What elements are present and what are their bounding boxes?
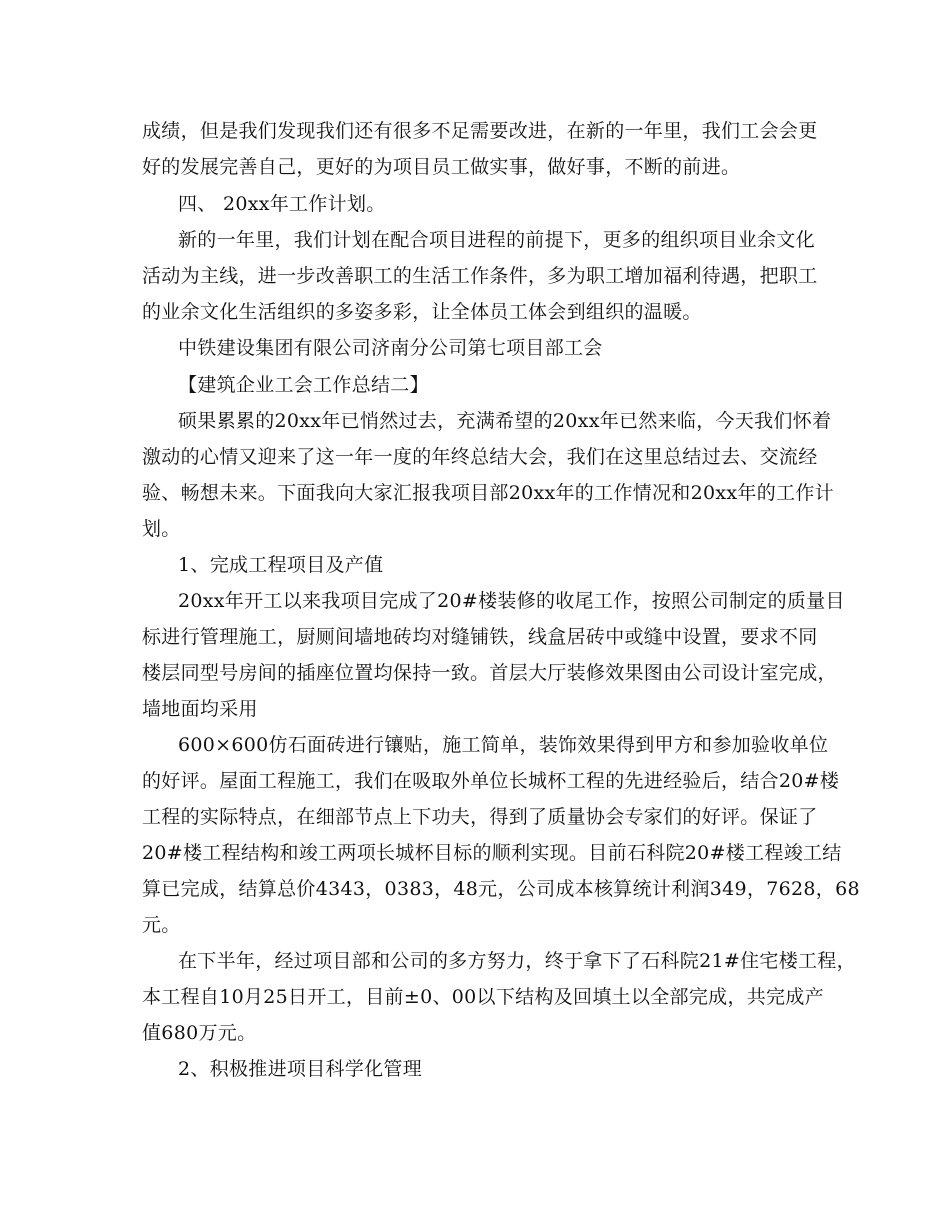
paragraph-line: 成绩，但是我们发现我们还有很多不足需要改进，在新的一年里，我们工会会更 [142, 120, 818, 142]
section-title: 【建筑企业工会工作总结二】 [178, 374, 429, 396]
subsection-heading: 2、积极推进项目科学化管理 [178, 1058, 422, 1080]
paragraph-line: 标进行管理施工，厨厕间墙地砖均对缝铺铁，线盒居砖中或缝中设置，要求不同 [142, 626, 818, 648]
paragraph-line: 工程的实际特点，在细部节点上下功夫，得到了质量协会专家们的好评。保证了 [142, 806, 818, 828]
paragraph-line: 激动的心情又迎来了这一年一度的年终总结大会，我们在这里总结过去、交流经 [142, 446, 818, 468]
paragraph-line: 本工程自10月25日开工，目前±0、00以下结构及回填土以全部完成，共完成产 [142, 986, 824, 1008]
paragraph-line: 划。 [142, 518, 181, 540]
paragraph-line: 的好评。屋面工程施工，我们在吸取外单位长城杯工程的先进经验后，结合20#楼 [142, 770, 840, 792]
paragraph-line: 20#楼工程结构和竣工两项长城杯目标的顺利实现。目前石科院20#楼工程竣工结 [142, 842, 842, 864]
paragraph-line: 值680万元。 [142, 1022, 257, 1044]
paragraph-line: 墙地面均采用 [142, 698, 258, 720]
paragraph-line: 20xx年开工以来我项目完成了20#楼装修的收尾工作，按照公司制定的质量目 [178, 590, 845, 612]
paragraph-line: 硕果累累的20xx年已悄然过去，充满希望的20xx年已然来临，今天我们怀着 [178, 410, 832, 432]
paragraph-line: 验、畅想未来。下面我向大家汇报我项目部20xx年的工作情况和20xx年的工作计 [142, 482, 834, 504]
paragraph-line: 好的发展完善自己，更好的为项目员工做实事，做好事，不断的前进。 [142, 156, 741, 178]
section-heading-work-plan: 四、 20xx年工作计划。 [178, 193, 386, 215]
paragraph-line: 的业余文化生活组织的多姿多彩，让全体员工体会到组织的温暖。 [142, 301, 702, 323]
paragraph-line: 600×600仿石面砖进行镶贴，施工简单，装饰效果得到甲方和参加验收单位 [178, 734, 829, 756]
paragraph-line: 活动为主线，进一步改善职工的生活工作条件，多为职工增加福利待遇，把职工 [142, 265, 818, 287]
paragraph-line: 算已完成，结算总价4343，0383，48元，公司成本核算统计利润349，7628，68 [142, 878, 860, 900]
signature-line: 中铁建设集团有限公司济南分公司第七项目部工会 [178, 337, 603, 359]
paragraph-line: 在下半年，经过项目部和公司的多方努力，终于拿下了石科院21#住宅楼工程， [178, 950, 856, 972]
paragraph-line: 新的一年里，我们计划在配合项目进程的前提下，更多的组织项目业余文化 [178, 229, 815, 251]
paragraph-line: 元。 [142, 914, 181, 936]
subsection-heading: 1、完成工程项目及产值 [178, 554, 384, 576]
paragraph-line: 楼层同型号房间的插座位置均保持一致。首层大厅装修效果图由公司设计室完成， [142, 662, 837, 684]
